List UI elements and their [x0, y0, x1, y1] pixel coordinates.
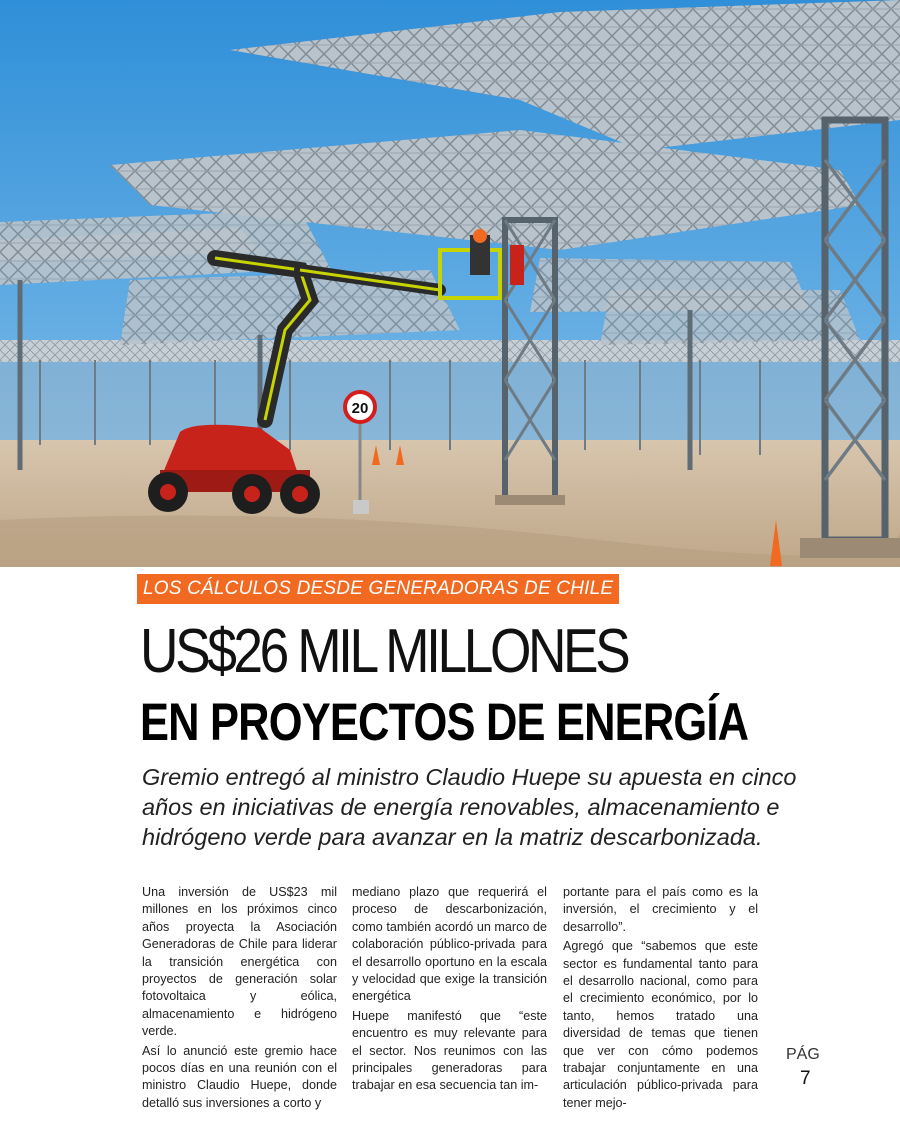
page-number: 7: [800, 1068, 811, 1089]
body-paragraph: Así lo anunció este gremio hace pocos días en una reunión con el ministro Claudio Huepe, donde detalló sus inversiones a corto y: [142, 1043, 337, 1110]
far-heliostat-rows: [0, 340, 900, 455]
body-column-3: [563, 884, 758, 1114]
body-paragraph: Una inversión de US$23 mil millones en los próximos cinco años proyecta la Asociación Generadoras de Chile para liderar la transición energética con proyectos de generación solar fotovoltaica y eólica, almacenamiento e hidrógeno verde.: [142, 885, 337, 1039]
body-paragraph: mediano plazo que requerirá el proceso de descarbonización, como también acordó un marco de colaboración público-privada para el desarrollo oportuno en la escala y velocidad que exige la transición energética: [352, 885, 547, 1004]
hero-photo: [0, 0, 900, 567]
headline-line-1: US$26 MIL MILLONES: [140, 617, 628, 686]
body-paragraph: portante para el país como es la inversión, el crecimiento y el desarrollo”.: [563, 885, 758, 934]
section-kicker: LOS CÁLCULOS DESDE GENERADORAS DE CHILE: [137, 574, 619, 604]
headline-line-2: EN PROYECTOS DE ENERGÍA: [140, 693, 749, 752]
body-paragraph: Huepe manifestó que “este encuentro es muy relevante para el sector. Nos reunimos con las principales generadoras para trabajar en esa secuencia tan im-: [352, 1008, 547, 1093]
solar-field-illustration: [0, 0, 900, 567]
speed-sign-text: 20: [351, 400, 369, 417]
body-paragraph: Agregó que “sabemos que este sector es fundamental tanto para el desarrollo nacional, como para el crecimiento económico, por lo tanto, hemos tratado una diversidad de temas que tienen que ver con cómo podemos trabajar conjuntamente en una articulación público-privada para tener mejo-: [563, 939, 758, 1110]
page-label: PÁG: [786, 1046, 820, 1063]
body-column-1: [142, 884, 337, 1114]
body-column-2: [352, 884, 547, 1097]
lead-paragraph: Gremio entregó al ministro Claudio Huepe su apuesta en cinco años en iniciativas de energía renovables, almacenamiento e hidrógeno verde para avanzar en la matriz descarbonizada.: [142, 764, 797, 850]
